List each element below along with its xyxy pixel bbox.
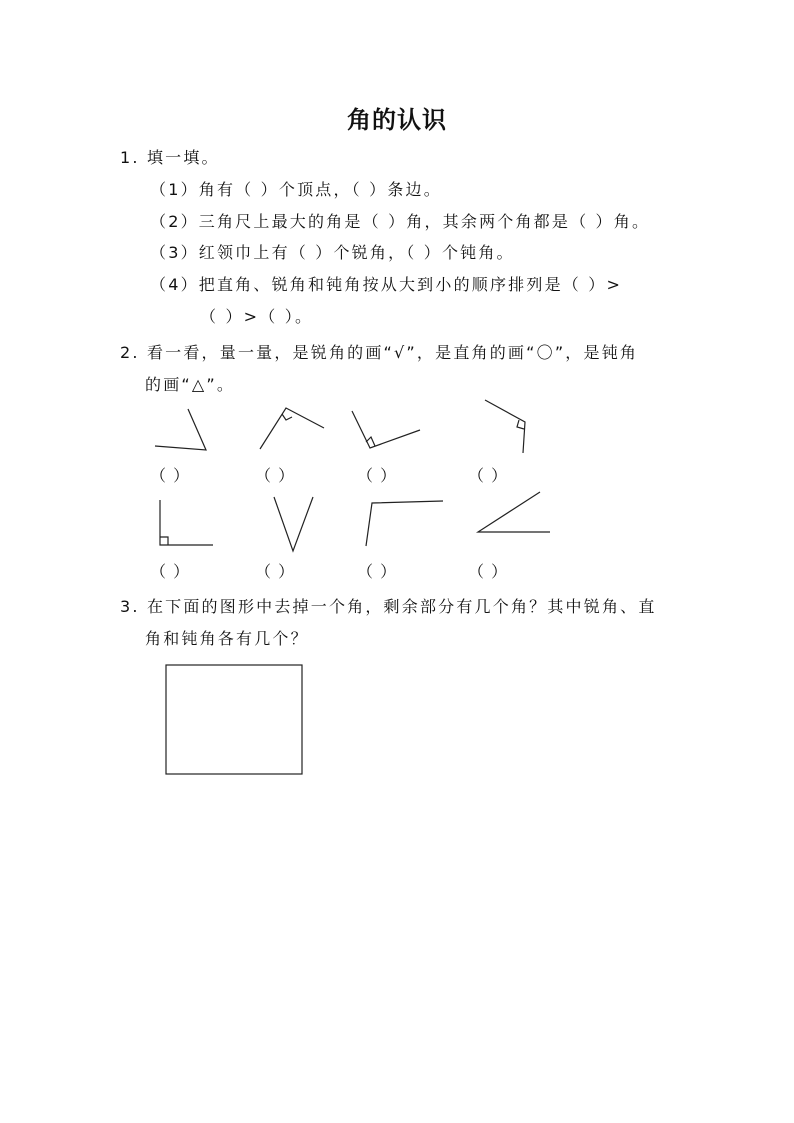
q3-text-line-2: 角和钝角各有几个？ [145, 629, 309, 648]
answer-blank-6[interactable]: （ ） [255, 562, 296, 581]
angle-figure-3 [352, 411, 420, 448]
angle-figure-6 [274, 497, 313, 551]
rectangle-figure [166, 665, 302, 774]
answer-blank-1[interactable]: （ ） [150, 466, 191, 485]
angle-figure-5 [160, 500, 213, 545]
q1-item-1: （1）角有（ ）个顶点，（ ）条边。 [150, 180, 442, 199]
angle-figure-8 [478, 492, 550, 532]
angle-figure-2 [260, 408, 324, 449]
q1-item-4: （4）把直角、锐角和钝角按从大到小的顺序排列是（ ）> [150, 275, 623, 294]
answer-blank-3[interactable]: （ ） [357, 466, 398, 485]
q2-text-line-2: 的画“△”。 [145, 375, 236, 394]
answer-blank-7[interactable]: （ ） [357, 562, 398, 581]
answer-blank-2[interactable]: （ ） [255, 466, 296, 485]
answer-blank-8[interactable]: （ ） [468, 562, 509, 581]
angle-figure-4 [485, 400, 525, 453]
angle-figure-7 [366, 501, 443, 546]
q3-text-line-1: 3. 在下面的图形中去掉一个角，剩余部分有几个角？其中锐角、直 [120, 597, 657, 616]
page-title: 角的认识 [347, 106, 447, 134]
answer-blank-4[interactable]: （ ） [468, 466, 509, 485]
q1-item-4-continued: （ ）>（ ）。 [200, 307, 314, 326]
q1-item-3: （3）红领巾上有（ ）个锐角，（ ）个钝角。 [150, 243, 515, 262]
q1-item-2: （2）三角尺上最大的角是（ ）角，其余两个角都是（ ）角。 [150, 212, 651, 231]
answer-blank-5[interactable]: （ ） [150, 562, 191, 581]
q1-heading: 1. 填一填。 [120, 148, 220, 167]
q2-text-line-1: 2. 看一看，量一量，是锐角的画“√”，是直角的画“〇”，是钝角 [120, 343, 639, 362]
angle-figure-1 [155, 409, 206, 450]
